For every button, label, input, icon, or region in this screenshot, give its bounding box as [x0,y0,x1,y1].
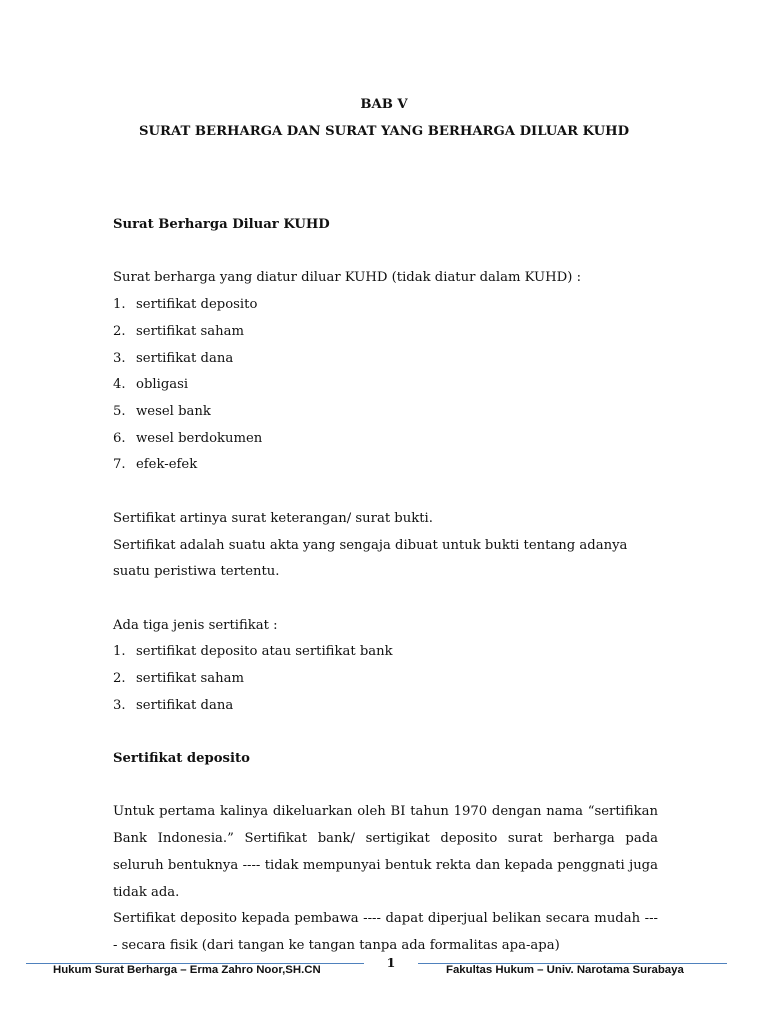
paragraph-sertifikat-pembawa: Sertifikat deposito kepada pembawa ---- dapat diperjual belikan secara mudah ---- secara fisik (dari tangan ke tangan tanpa ada formalitas apa-apa) [113,911,658,953]
list-text: wesel bank [136,404,211,419]
list-text: sertifikat dana [136,697,234,713]
list-text: wesel berdokumen [136,430,263,446]
list-text: sertifikat saham [136,671,245,686]
section-heading-surat-berharga: Surat Berharga Diluar KUHD [113,217,330,233]
list-number: 3. [113,350,126,366]
list-text: obligasi [136,377,189,393]
list-number: 2. [113,323,126,339]
securities-list [113,292,658,479]
list-item [113,319,658,346]
page-number: 1 [386,955,396,970]
document-body [113,92,658,960]
list-number: 2. [113,671,126,686]
chapter-label: BAB V [360,97,408,112]
list-text: sertifikat deposito [136,297,258,313]
list-number: 7. [113,457,126,473]
list-item [113,666,658,693]
footer-author: Hukum Surat Berharga – Erma Zahro Noor,SH.CN [53,964,321,976]
definition-line-2: Sertifikat adalah suatu akta yang sengaja dibuat untuk bukti tentang adanya suatu peristiwa tertentu. [113,537,628,580]
certificate-types-list [113,639,658,719]
list-text: sertifikat saham [136,323,245,339]
list-item [113,372,658,399]
list-item [113,426,658,453]
section2-intro: Ada tiga jenis sertifikat : [113,617,278,633]
list-number: 1. [113,297,126,313]
list-number: 6. [113,430,126,446]
paragraph-sertifikat-history: Untuk pertama kalinya dikeluarkan oleh BI tahun 1970 dengan nama “sertifikan Bank Indonesia.” Sertifikat bank/ sertigikat deposito surat berharga pada seluruh bentuknya ---- tidak mempunyai bentuk rekta dan kepada penggnati juga tidak ada. [113,804,658,900]
list-item [113,346,658,373]
list-text: sertifikat dana [136,350,234,366]
section1-intro: Surat berharga yang diatur diluar KUHD (tidak diatur dalam KUHD) : [113,270,582,286]
footer-institution: Fakultas Hukum – Univ. Narotama Surabaya [446,964,684,976]
list-item [113,399,658,426]
list-item [113,292,658,319]
list-text: efek-efek [136,457,198,473]
list-item [113,693,658,720]
list-item [113,639,658,666]
list-number: 3. [113,697,126,713]
list-number: 1. [113,644,126,660]
list-number: 5. [113,404,126,419]
section-heading-sertifikat-deposito: Sertifikat deposito [113,751,250,767]
list-item [113,452,658,479]
definition-line-1: Sertifikat artinya surat keterangan/ surat bukti. [113,510,433,526]
list-number: 4. [113,377,126,393]
chapter-title: SURAT BERHARGA DAN SURAT YANG BERHARGA DILUAR KUHD [138,123,630,139]
list-text: sertifikat deposito atau sertifikat bank [136,644,393,660]
